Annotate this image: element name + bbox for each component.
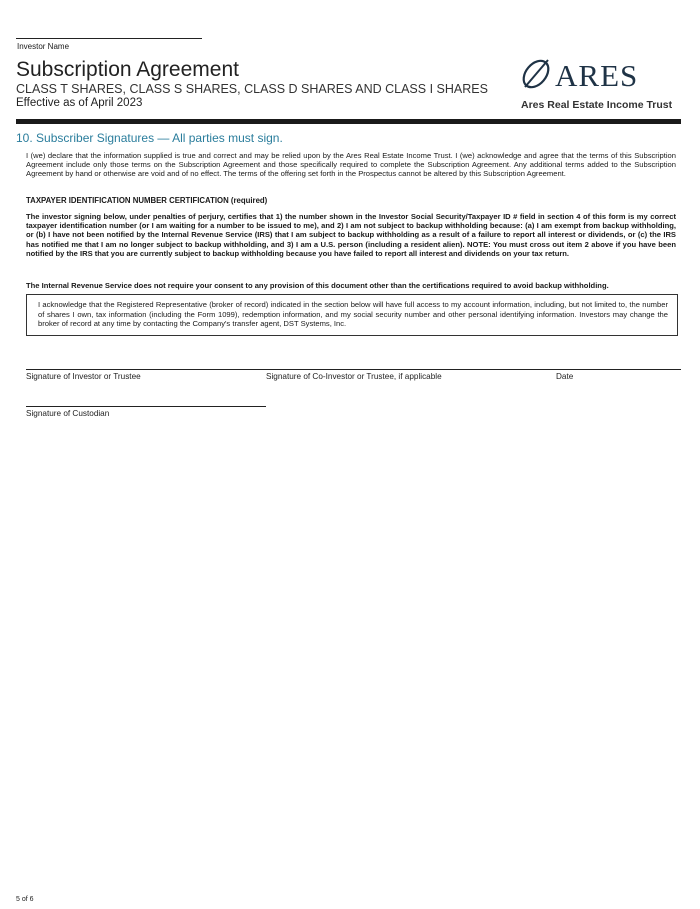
investor-name-label: Investor Name	[17, 42, 70, 51]
date-label: Date	[556, 372, 574, 381]
section-title: 10. Subscriber Signatures — All parties must sign.	[16, 131, 283, 145]
page-number: 5 of 6	[16, 896, 34, 903]
certification-heading: TAXPAYER IDENTIFICATION NUMBER CERTIFICATION (required)	[26, 196, 268, 205]
logo-wordmark: ARES	[555, 58, 639, 93]
effective-date: Effective as of April 2023	[16, 97, 143, 109]
logo-tagline: Ares Real Estate Income Trust	[521, 99, 673, 111]
acknowledgement-text: I acknowledge that the Registered Representative (broker of record) indicated in the section below will have full access to my account information, including, but not limited to, the number of shares I own, tax information (including the Form 1099), redemption information, and my social security number and other personal identifying information. Investors may change the broker of record at any time by contacting the Company's transfer agent, DST Systems, Inc.	[38, 300, 668, 329]
custodian-signature-line[interactable]	[26, 406, 266, 407]
certification-paragraph: The investor signing below, under penalties of perjury, certifies that 1) the number shown in the Investor Social Security/Taxpayer ID # field in section 4 of this form is my correct taxpayer identification number (or I am waiting for a number to be issued to me), and 2) I am not subject to backup withholding because: (a) I am exempt from backup withholding, or (b) I have not been notified by the Internal Revenue Service (IRS) that I am subject to backup withholding as a result of a failure to report all interest or dividends, or (c) the IRS has notified me that I am no longer subject to backup withholding, and 3) I am a U.S. person (including a resident alien). NOTE: You must cross out item 2 above if you have been notified by the IRS that you are currently subject to backup withholding because you have failed to report all interest and dividends on your tax return.	[26, 212, 676, 258]
custodian-signature-label: Signature of Custodian	[26, 409, 110, 418]
page-title: Subscription Agreement	[16, 58, 239, 81]
co-investor-signature-label: Signature of Co-Investor or Trustee, if applicable	[266, 372, 442, 381]
signature-line[interactable]	[26, 369, 681, 370]
investor-name-line[interactable]	[16, 38, 202, 39]
ares-leaf-icon	[519, 57, 553, 91]
irs-consent-paragraph: The Internal Revenue Service does not require your consent to any provision of this document other than the certifications required to avoid backup withholding.	[26, 281, 609, 290]
page-subtitle: CLASS T SHARES, CLASS S SHARES, CLASS D SHARES AND CLASS I SHARES	[16, 82, 488, 96]
declaration-paragraph: I (we) declare that the information supplied is true and correct and may be relied upon by the Ares Real Estate Income Trust. I (we) acknowledge and agree that the terms of this Subscription Agreement include only those terms on the Subscription Agreement and those specifically required to complete the Subscription Agreement. Any additional terms added to the Subscription Agreement by hand or otherwise are void and of no effect. The terms of the offering set forth in the Prospectus cannot be altered by this Subscription Agreement.	[26, 151, 676, 179]
investor-signature-label: Signature of Investor or Trustee	[26, 372, 141, 381]
header-divider	[16, 119, 681, 124]
